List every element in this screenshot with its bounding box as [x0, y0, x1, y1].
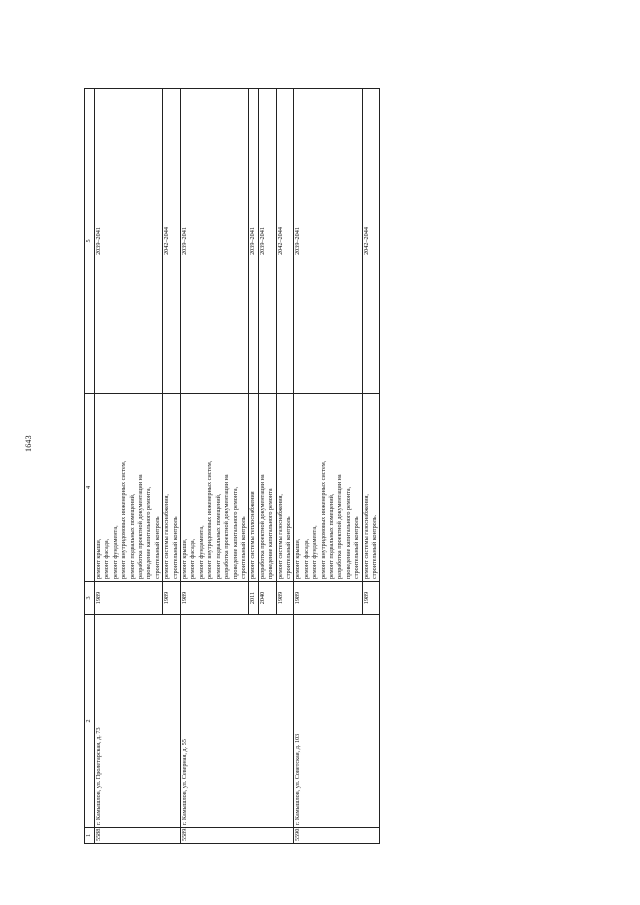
table-body [95, 89, 380, 844]
work-types-cell [258, 394, 276, 582]
work-item: ремонт фундамента, [111, 525, 119, 579]
work-item: строительный контроль [353, 516, 361, 579]
work-item: ремонт подвальных помещений, [327, 493, 335, 579]
work-item: ремонт фундамента, [311, 525, 319, 579]
work-item: ремонт подвальных помещений, [214, 493, 222, 579]
work-types-cell [362, 394, 380, 582]
period-cell: 2039–2041 [95, 89, 163, 394]
work-item: проведение капитального ремонта, [231, 486, 239, 579]
row-number-cell: 5588. [95, 828, 181, 844]
period-cell: 2042–2044 [276, 89, 294, 394]
work-types-cell [163, 394, 181, 582]
work-types-cell [181, 394, 249, 582]
work-types-cell [276, 394, 294, 582]
period-cell: 2039–2041 [181, 89, 249, 394]
year-cell: 1989 [181, 582, 249, 615]
work-item: строительный контроль [239, 516, 247, 579]
work-item: строительный контроль [153, 516, 161, 579]
address-cell: г. Камышлов, ул. Советская, д. 103 [294, 615, 380, 828]
work-item: ремонт системы теплоснабжения [249, 491, 257, 579]
work-item: ремонт подвальных помещений, [128, 493, 136, 579]
work-types-cell [249, 394, 258, 582]
header-col-2: 2 [85, 615, 95, 828]
work-item: проведение капитального ремонта, [344, 486, 352, 579]
page-number: 1643 [24, 435, 33, 452]
period-cell: 2042–2044 [163, 89, 181, 394]
table-row [95, 89, 163, 844]
work-item: ремонт внутридомовых инженерных систем, [120, 460, 128, 579]
year-cell: 1989 [294, 582, 362, 615]
work-item: ремонт фасада, [189, 538, 197, 579]
period-cell: 2039–2041 [294, 89, 362, 394]
period-cell: 2039–2041 [258, 89, 276, 394]
work-item: разработка проектной документации на [137, 474, 145, 579]
year-cell: 2040 [258, 582, 276, 615]
rotated-table-container [84, 88, 508, 844]
year-cell: 2011 [249, 582, 258, 615]
header-row [85, 89, 95, 844]
work-item: ремонт системы газоснабжения, [163, 494, 171, 579]
work-item: ремонт фундамента, [197, 525, 205, 579]
address-cell: г. Камышлов, ул. Северная, д. 55 [181, 615, 294, 828]
work-item: разработка проектной документации на [223, 474, 231, 579]
work-item: ремонт крыши, [95, 538, 102, 579]
work-types-cell [95, 394, 163, 582]
work-item: ремонт фасада, [103, 538, 111, 579]
row-number-cell: 5590. [294, 828, 380, 844]
work-item: ремонт крыши, [181, 538, 189, 579]
year-cell: 1989 [276, 582, 294, 615]
year-cell: 1989 [163, 582, 181, 615]
table-row [294, 89, 362, 844]
work-item: строительный контроль [284, 516, 292, 579]
work-item: ремонт фасада, [302, 538, 310, 579]
work-item: ремонт внутридомовых инженерных систем, [206, 460, 214, 579]
period-cell: 2039–2041 [249, 89, 258, 394]
work-item: строительный контроль [171, 516, 179, 579]
header-col-4: 4 [85, 394, 95, 582]
work-item: ремонт крыши, [294, 538, 302, 579]
period-cell: 2042–2044 [362, 89, 380, 394]
address-cell: г. Камышлов, ул. Пролетарская, д. 73 [95, 615, 181, 828]
header-col-1: 1 [85, 828, 95, 844]
work-item: ремонт внутридомовых инженерных систем, [319, 460, 327, 579]
work-item: строительный контроль. [371, 514, 378, 579]
work-item: ремонт системы газоснабжения, [362, 494, 370, 579]
row-number-cell: 5589. [181, 828, 294, 844]
work-item: проведение капитального ремонта, [145, 486, 153, 579]
year-cell: 1989 [362, 582, 380, 615]
work-item: разработка проектной документации на [258, 474, 266, 579]
work-item: разработка проектной документации на [336, 474, 344, 579]
work-item: проведение капитального ремонта [267, 488, 275, 579]
work-item: ремонт системы газоснабжения, [276, 494, 284, 579]
capital-repair-table [84, 88, 380, 844]
header-col-3: 3 [85, 582, 95, 615]
work-types-cell [294, 394, 362, 582]
header-col-5: 5 [85, 89, 95, 394]
table-row [181, 89, 249, 844]
year-cell: 1989 [95, 582, 163, 615]
